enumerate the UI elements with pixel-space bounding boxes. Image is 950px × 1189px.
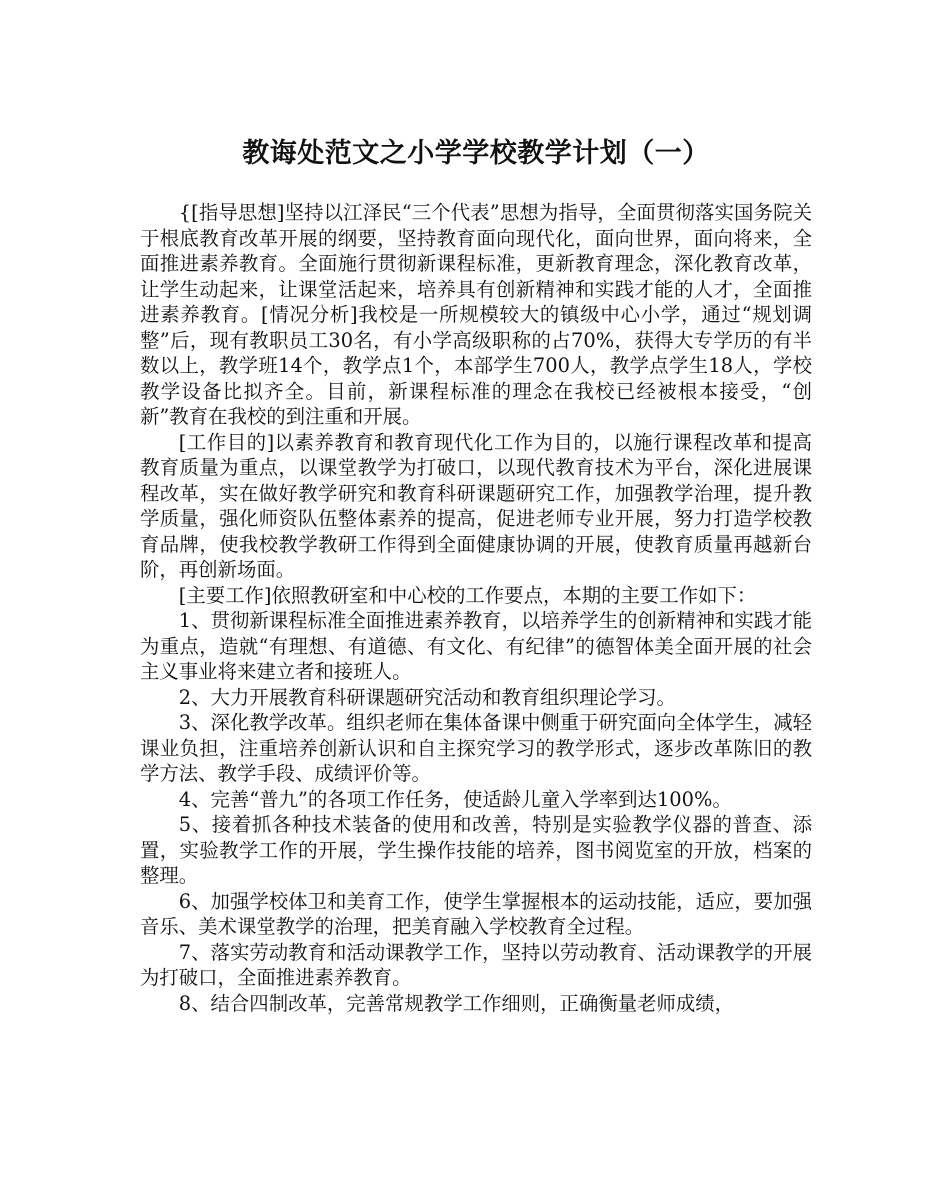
document-title: 教诲处范文之小学学校教学计划（一） <box>242 138 710 169</box>
list-item-1: 1、贯彻新课程标准全面推进素养教育，以培养学生的创新精神和实践才能为重点，造就“有理想、有道德、有文化、有纪律”的德智体美全面开展的社会主义事业将来建立者和接班人。 <box>140 609 812 683</box>
paragraph-guiding-ideology: {[指导思想]坚持以江泽民“三个代表”思想为指导，全面贯彻落实国务院关于根底教育改革开展的纲要，坚持教育面向现代化，面向世界，面向将来，全面推进素养教育。全面施行贯彻新课程标准，更新教育理念，深化教育改革，让学生动起来，让课堂活起来，培养具有创新精神和实践才能的人才，全面推进素养教育。[情况分析]我校是一所规模较大的镇级中心小学，通过“规划调整”后，现有教职员工30名，有小学高级职称的占70%，获得大专学历的有半数以上，教学班14个，教学点1个，本部学生700人，教学点学生18人，学校教学设备比拟齐全。目前，新课程标准的理念在我校已经被根本接受，“创新”教育在我校的到注重和开展。 <box>140 201 812 428</box>
list-item-7: 7、落实劳动教育和活动课教学工作，坚持以劳动教育、活动课教学的开展为打破口，全面推进素养教育。 <box>140 940 812 989</box>
list-item-6: 6、加强学校体卫和美育工作，使学生掌握根本的运动技能，适应，要加强音乐、美术课堂教学的治理，把美育融入学校教育全过程。 <box>140 889 812 938</box>
list-item-4: 4、完善“普九”的各项工作任务，使适龄儿童入学率到达100%。 <box>178 787 732 811</box>
paragraph-work-goals: [工作目的]以素养教育和教育现代化工作为目的，以施行课程改革和提高教育质量为重点，以课堂教学为打破口，以现代教育技术为平台，深化进展课程改革，实在做好教学研究和教育科研课题研究工作，加强教学治理，提升教学质量，强化师资队伍整体素养的提高，促进老师专业开展，努力打造学校教育品牌，使我校教学教研工作得到全面健康协调的开展，使教育质量再越新台阶，再创新场面。 <box>140 430 812 581</box>
document-body <box>140 200 812 1016</box>
paragraph-main-work-intro: [主要工作]依照教研室和中心校的工作要点，本期的主要工作如下： <box>178 583 757 607</box>
list-item-8: 8、结合四制改革，完善常规教学工作细则，正确衡量老师成绩， <box>178 991 735 1015</box>
document-page <box>140 0 812 1189</box>
list-item-2: 2、大力开展教育科研课题研究活动和教育组织理论学习。 <box>178 685 676 709</box>
list-item-3: 3、深化教学改革。组织老师在集体备课中侧重于研究面向全体学生，减轻课业负担，注重培养创新认识和自主探究学习的教学形式，逐步改革陈旧的教学方法、教学手段、成绩评价等。 <box>140 711 812 785</box>
list-item-5: 5、接着抓各种技术装备的使用和改善，特别是实验教学仪器的普查、添置，实验教学工作的开展，学生操作技能的培养，图书阅览室的开放，档案的整理。 <box>140 813 812 887</box>
